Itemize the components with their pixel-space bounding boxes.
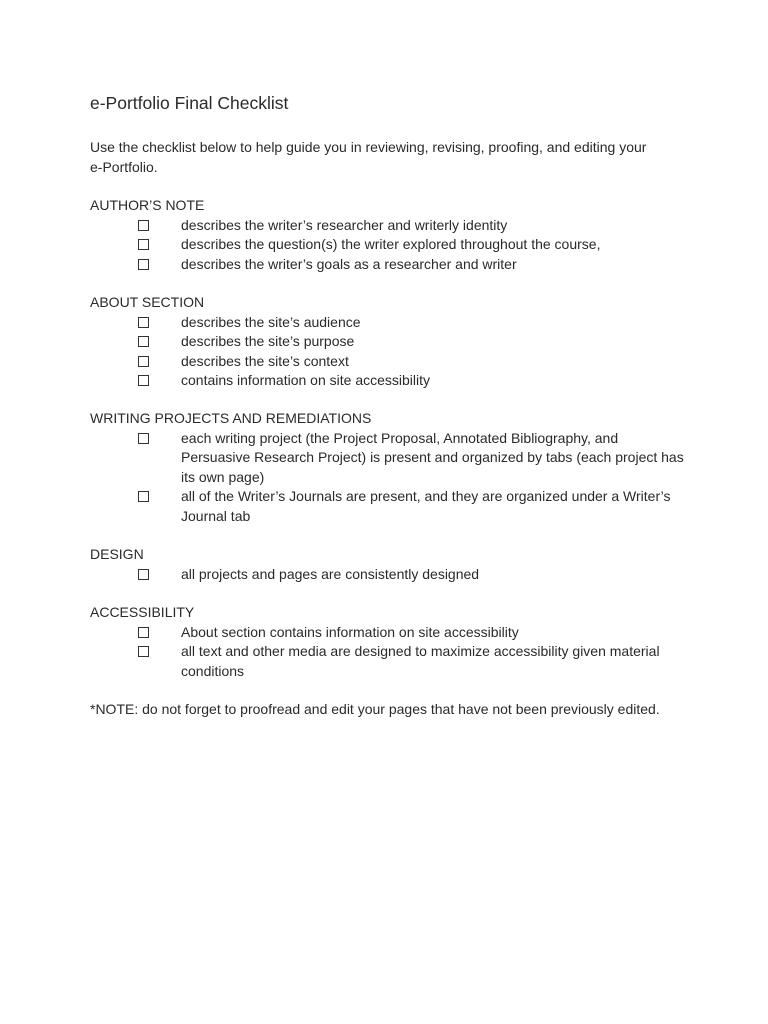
- checklist-item: [90, 487, 710, 526]
- section-writing-projects: [90, 409, 710, 526]
- checkbox-icon[interactable]: [138, 569, 149, 580]
- checklist-item: [90, 235, 710, 255]
- checklist-item-text: describes the writer’s goals as a researcher and writer: [181, 255, 517, 272]
- checkbox-icon[interactable]: [138, 627, 149, 638]
- checklist-item: [90, 352, 710, 372]
- section-authors-note: [90, 196, 710, 274]
- checklist-item: [90, 371, 710, 391]
- checklist-item-text: About section contains information on site accessibility: [181, 623, 519, 640]
- checklist: [90, 429, 710, 527]
- section-about: [90, 293, 710, 391]
- checkbox-icon[interactable]: [138, 375, 149, 386]
- intro-paragraph: [90, 138, 690, 177]
- checklist-item: [90, 429, 710, 488]
- checklist-item-text: each writing project (the Project Proposal, Annotated Bibliography, and Persuasive Research Project) is present and organized by tabs (each project has its own page): [181, 429, 684, 485]
- document-title: e-Portfolio Final Checklist: [90, 93, 289, 113]
- checklist: [90, 216, 710, 275]
- checkbox-icon[interactable]: [138, 356, 149, 367]
- checkbox-icon[interactable]: [138, 317, 149, 328]
- checklist-item: [90, 332, 710, 352]
- checklist-item: [90, 216, 710, 236]
- checklist: [90, 313, 710, 391]
- checklist-item-text: all projects and pages are consistently designed: [181, 565, 480, 582]
- checkbox-icon[interactable]: [138, 239, 149, 250]
- checklist-item-text: describes the site’s purpose: [181, 333, 355, 349]
- checklist-item: [90, 565, 710, 585]
- section-accessibility: [90, 603, 710, 681]
- intro-line-1: Use the checklist below to help guide you in reviewing, revising, proofing, and editing your: [90, 139, 647, 155]
- section-design: [90, 545, 710, 584]
- checklist-item-text: contains information on site accessibility: [181, 372, 431, 388]
- intro-line-2: e-Portfolio.: [90, 158, 158, 175]
- section-heading: AUTHOR’S NOTE: [90, 197, 205, 213]
- checkbox-icon[interactable]: [138, 491, 149, 502]
- checklist-item-text: describes the site’s audience: [181, 313, 361, 330]
- checkbox-icon[interactable]: [138, 220, 149, 231]
- checkbox-icon[interactable]: [138, 336, 149, 347]
- section-heading: ACCESSIBILITY: [90, 604, 195, 620]
- checkbox-icon[interactable]: [138, 259, 149, 270]
- checklist-item: [90, 255, 710, 275]
- proofread-note: *NOTE: do not forget to proofread and edit your pages that have not been previously edited.: [90, 701, 660, 717]
- checklist-item-text: describes the writer’s researcher and writerly identity: [181, 216, 508, 233]
- section-heading: WRITING PROJECTS AND REMEDIATIONS: [90, 410, 372, 426]
- checklist: [90, 623, 710, 682]
- checklist-item: [90, 623, 710, 643]
- checkbox-icon[interactable]: [138, 646, 149, 657]
- checklist-item-text: all of the Writer’s Journals are present, and they are organized under a Writer’s Journal tab: [181, 488, 671, 524]
- checklist-item-text: describes the site’s context: [181, 352, 349, 369]
- section-heading: DESIGN: [90, 546, 144, 562]
- checklist-item: [90, 313, 710, 333]
- checklist-item: [90, 642, 710, 681]
- checklist-item-text: describes the question(s) the writer explored throughout the course,: [181, 236, 601, 252]
- checklist: [90, 565, 710, 585]
- checklist-item-text: all text and other media are designed to maximize accessibility given material conditions: [181, 643, 660, 679]
- section-heading: ABOUT SECTION: [90, 294, 205, 310]
- checkbox-icon[interactable]: [138, 433, 149, 444]
